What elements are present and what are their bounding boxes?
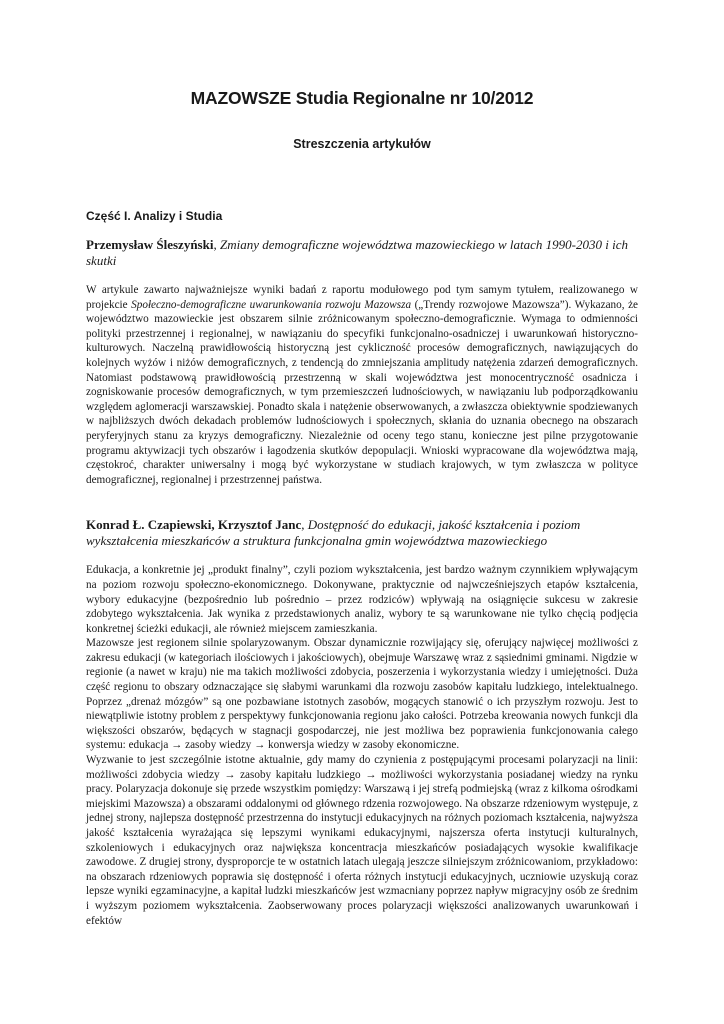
project-title: Społeczno-demograficzne uwarunkowania rozwoju Mazowsza [131, 298, 412, 311]
heading-separator: , [301, 517, 308, 533]
abstract-paragraph [86, 283, 638, 487]
article-abstract [86, 283, 638, 487]
abstract-paragraph: Wyzwanie to jest szczególnie istotne aktualnie, gdy mamy do czynienia z postępującymi procesami polaryzacji na linii: możliwości zdobycia wiedzy → zasoby kapitału ludzkiego → możliwości wykorzystania posiadanej wiedzy na rynku pracy. Polaryzacja dokonuje się przede wszystkim pomiędzy: Warszawą i jej strefą podmiejską (wraz z kilkoma ośrodkami miejskimi Mazowsza) a obszarami oddalonymi od głównego rdzenia rozwojowego. Na obszarze rdzeniowym występuje, z jednej strony, najlepsza dostępność przestrzenna do instytucji edukacyjnych na różnych poziomach kształcenia, najwyższa jakość kształcenia wyrażająca się lepszymi wynikami edukacyjnymi, najszersza oferta instytucji kulturalnych, szkoleniowych i edukacyjnych oraz największa koncentracja mieszkańców posiadających wysokie kwalifikacje zawodowe. Z drugiej strony, dysproporcje te w ostatnich latach ulegają jeszcze silniejszym zróżnicowaniom, przykładowo: na obszarach rdzeniowych poprawia się dostępność i oferta różnych instytucji edukacyjnych, uczniowie uzyskują coraz lepsze wyniki egzaminacyjne, a kapitał ludzki mieszkańców jest wzmacniany poprzez napływ migracyjny osób ze średnim i wyższym poziomem wykształcenia. Zaobserwowany proces polaryzacji większości analizowanych uwarunkowań i efektów [86, 754, 638, 927]
article-title: Dostępność do edukacji, jakość kształcenia i poziom wykształcenia mieszkańców a struktura funkcjonalna gmin województwa mazowieckiego [86, 517, 581, 549]
heading-separator: , [213, 237, 220, 252]
section-subtitle: Streszczenia artykułów [293, 137, 431, 151]
abstract-paragraph: Mazowsze jest regionem silnie spolaryzowanym. Obszar dynamicznie rozwijający się, oferujący najwięcej możliwości z zakresu edukacji (w kategoriach ilościowych i jakościowych), obejmuje Warszawę wraz z sąsiednimi gminami. Nigdzie w regionie (a nawet w kraju) nie ma takich możliwości zdobycia, poszerzenia i wykorzystania wiedzy i umiejętności. Duża część regionu to obszary odznaczające się słabymi warunkami dla rozwoju zasobów kapitału ludzkiego, intelektualnego. Poprzez „drenaż mózgów” są one pozbawiane istotnych zasobów, mogących stanowić o ich przyszłym rozwoju. Jest to niewątpliwie istotny problem z perspektywy funkcjonowania regionu jako całości. Potrzeba kreowania nowych funkcji dla większości obszarów, będących w stagnacji gospodarczej, nie jest możliwa bez poprawienia funkcjonowania całego systemu: edukacja → zasoby wiedzy → konwersja wiedzy w zasoby ekonomiczne. [86, 637, 638, 752]
article-heading [86, 517, 638, 549]
abstract-text: W artykule zawarto najważniejsze wyniki badań z raportu modułowego pod tym samym tytułem, realizowanego w projekcie [86, 284, 638, 311]
abstract-text: („Trendy rozwojowe Mazowsza”). Wykazano, że województwo mazowieckie jest obszarem silnie zróżnicowanym społeczno-demograficznie. Wymaga to odmienności polityki przestrzennej i regionalnej, w nawiązaniu do specyfiki funkcjonalno-osadniczej i uwarunkowań historyczno-kulturowych. Naczelną prawidłowością historyczną jest cykliczność procesów demograficznych, nawiązujących do kolejnych wyżów i niżów demograficznych, z tendencją do zmniejszania amplitudy natężenia zdarzeń demograficznych. Natomiast podstawową prawidłowością przestrzenną w skali województwa jest monocentryczność osadnicza i zogniskowanie procesów demograficznych, w tym przemieszczeń ludnościowych, w nawiązaniu lub podporządkowaniu względem aglomeracji warszawskiej. Ponadto skala i natężenie obserwowanych, a zwłaszcza obiektywnie spodziewanych w najbliższych dwóch dekadach problemów ludnościowych i społecznych, skłania do uznania obecnego na obszarach peryferyjnych stanu za kryzys demograficzny. Niezależnie od oceny tego stanu, konieczne jest pilne przygotowanie programu aktywizacji tych obszarów i łagodzenia skutków depopulacji. Wnioski wypracowane dla województwa mają, częstokroć, charakter uniwersalny i mogą być wykorzystane w studiach krajowych, w tym zwłaszcza w polityce demograficznej, regionalnej i przestrzennej państwa. [86, 298, 639, 486]
article-title: Zmiany demograficzne województwa mazowieckiego w latach 1990-2030 i ich skutki [86, 237, 628, 268]
document-page [86, 88, 638, 928]
article-2 [86, 517, 638, 928]
journal-title: MAZOWSZE Studia Regionalne nr 10/2012 [190, 88, 534, 108]
article-author: Konrad Ł. Czapiewski, Krzysztof Janc [86, 517, 302, 533]
article-abstract [86, 563, 638, 928]
article-author: Przemysław Śleszyński [86, 237, 214, 252]
article-heading [86, 237, 638, 269]
article-1 [86, 237, 638, 487]
abstract-paragraph: Edukacja, a konkretnie jej „produkt finalny”, czyli poziom wykształcenia, jest bardzo ważnym czynnikiem wpływającym na poziom rozwoju społeczno-ekonomicznego. Dokonywane, praktycznie od najwcześniejszych etapów kształcenia, wybory edukacyjne (bezpośrednio lub pośrednio – przez rodziców) wpływają na osiągnięcie sukcesu w zakresie zdobytego wykształcenia. Jak wynika z przedstawionych analiz, wybory te są warunkowane nie tylko chęcią podjęcia konkretnej ścieżki edukacji, ale również miejscem zamieszkania. [86, 564, 638, 635]
part-heading: Część I. Analizy i Studia [86, 209, 223, 223]
